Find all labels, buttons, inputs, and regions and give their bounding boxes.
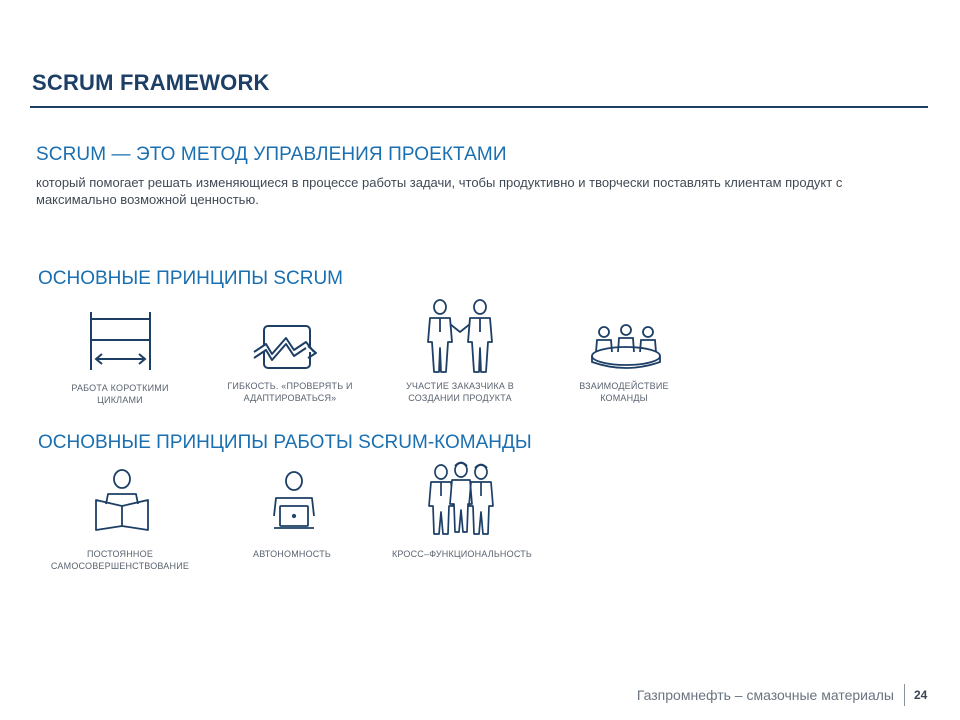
person-reading-icon <box>94 468 150 532</box>
zigzag-arrow-icon <box>252 322 328 372</box>
title-divider <box>30 106 928 108</box>
team-principles-title: ОСНОВНЫЕ ПРИНЦИПЫ РАБОТЫ SCRUM-КОМАНДЫ <box>38 432 532 453</box>
team-table-icon <box>588 322 664 370</box>
page-number: 24 <box>914 688 928 702</box>
slide-title: SCRUM FRAMEWORK <box>32 70 270 95</box>
principle-label-3: УЧАСТИЕ ЗАКАЗЧИКА В СОЗДАНИИ ПРОДУКТА <box>405 381 515 403</box>
team-principle-label-2: АВТОНОМНОСТЬ <box>253 549 331 559</box>
principle-label-1: РАБОТА КОРОТКИМИ ЦИКЛАМИ <box>71 383 169 405</box>
timeline-arrow-icon <box>86 310 156 372</box>
person-laptop-icon <box>266 470 322 534</box>
footer-company: Газпромнефть – смазочные материалы <box>636 687 894 703</box>
group-workers-icon <box>428 460 494 536</box>
principle-label-2: ГИБКОСТЬ. «ПРОВЕРЯТЬ И АДАПТИРОВАТЬСЯ» <box>227 381 353 403</box>
principle-label-4: ВЗАИМОДЕЙСТВИЕ КОМАНДЫ <box>579 381 669 403</box>
definition-body: который помогает решать изменяющиеся в процессе работы задачи, чтобы продуктивно и творчески поставлять клиентам продукт с максимально возможной ценностью. <box>36 175 843 207</box>
definition-title: SCRUM — ЭТО МЕТОД УПРАВЛЕНИЯ ПРОЕКТАМИ <box>36 144 507 165</box>
team-principle-label-1: ПОСТОЯННОЕ САМОСОВЕРШЕНСТВОВАНИЕ <box>50 549 190 571</box>
principles-title: ОСНОВНЫЕ ПРИНЦИПЫ SCRUM <box>38 268 344 289</box>
team-principle-label-3: КРОСС–ФУНКЦИОНАЛЬНОСТЬ <box>391 549 533 559</box>
footer-separator <box>904 684 905 706</box>
handshake-icon <box>424 298 498 374</box>
